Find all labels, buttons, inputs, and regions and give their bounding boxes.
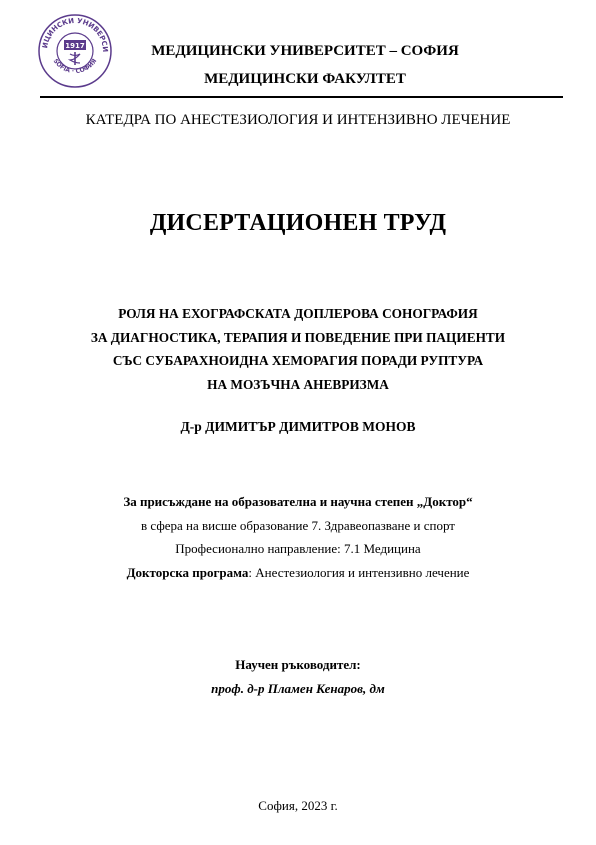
degree-info [0,490,596,584]
dissertation-topic [0,302,596,396]
document-title: ДИСЕРТАЦИОНЕН ТРУД [149,210,447,236]
header-divider [40,96,563,98]
department-name: КАТЕДРА ПО АНЕСТЕЗИОЛОГИЯ И ИНТЕНЗИВНО ЛЕЧЕНИЕ [85,112,511,128]
seal-ring-text-bottom: SOFIA · СОФИЯ [51,57,99,76]
field-line: в сфера на висше образование 7. Здравеопазване и спорт [141,517,455,533]
topic-line: НА МОЗЪЧНА АНЕВРИЗМА [207,376,389,392]
doctoral-program-value: : Анестезиология и интензивно лечение [248,564,470,580]
topic-line: ЗА ДИАГНОСТИКА, ТЕРАПИЯ И ПОВЕДЕНИЕ ПРИ ПАЦИЕНТИ [90,329,506,345]
seal-ring-text-top: ИЦИНСКИ УНИВЕРСИ [41,16,110,53]
university-name: МЕДИЦИНСКИ УНИВЕРСИТЕТ – СОФИЯ [151,43,459,59]
topic-line: СЪС СУБАРАХНОИДНА ХЕМОРАГИЯ ПОРАДИ РУПТУРА [112,353,484,368]
seal-year: 1917 [65,42,85,50]
faculty-name: МЕДИЦИНСКИ ФАКУЛТЕТ [204,71,406,87]
supervisor-label: Научен ръководител: [235,657,361,672]
university-seal-icon [37,13,113,89]
professional-direction-line: Професионално направление: 7.1 Медицина [175,541,421,556]
doctoral-program-label: Докторска програма [126,564,249,580]
topic-line: РОЛЯ НА ЕХОГРАФСКАТА ДОПЛЕРОВА СОНОГРАФИЯ [118,306,478,321]
doctoral-program-line [0,561,596,585]
supervisor-name: проф. д-р Пламен Кенаров, дм [211,681,385,696]
author-name: Д-р ДИМИТЪР ДИМИТРОВ МОНОВ [180,419,416,434]
degree-line: За присъждане на образователна и научна степен „Доктор“ [123,494,473,509]
city-year: София, 2023 г. [258,798,338,813]
